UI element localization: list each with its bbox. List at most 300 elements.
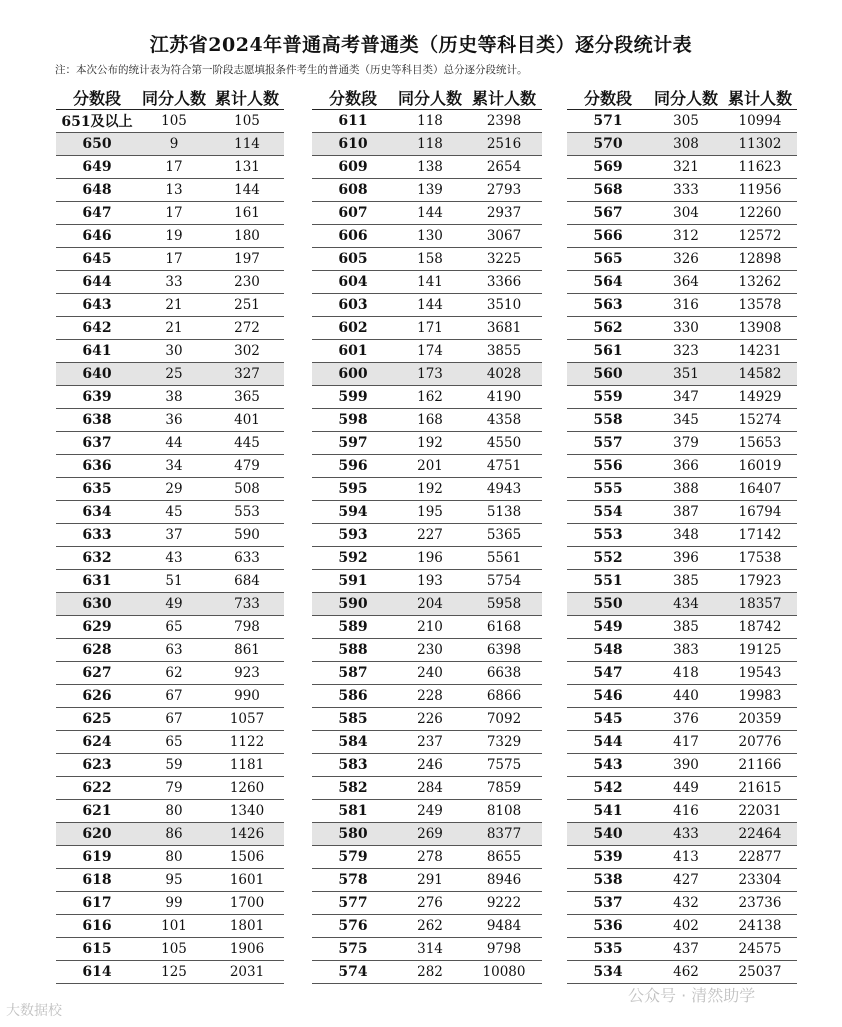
cumulative-cell: 20776 — [723, 731, 797, 754]
table-row — [56, 869, 284, 892]
score-cell: 592 — [312, 547, 394, 570]
table-row — [56, 547, 284, 570]
score-cell: 564 — [567, 271, 649, 294]
cumulative-cell: 22877 — [723, 846, 797, 869]
same-count-cell: 416 — [649, 800, 723, 823]
same-count-cell: 138 — [394, 156, 466, 179]
table-row — [56, 156, 284, 179]
cumulative-cell: 7859 — [466, 777, 542, 800]
score-cell: 636 — [56, 455, 138, 478]
table-row — [312, 340, 542, 363]
score-cell: 637 — [56, 432, 138, 455]
cumulative-cell: 4550 — [466, 432, 542, 455]
same-count-cell: 51 — [138, 570, 210, 593]
table-row — [567, 823, 797, 846]
table-row — [56, 823, 284, 846]
same-count-cell: 316 — [649, 294, 723, 317]
cumulative-cell: 8377 — [466, 823, 542, 846]
table-row — [56, 685, 284, 708]
score-cell: 628 — [56, 639, 138, 662]
same-count-cell: 105 — [138, 110, 210, 133]
same-count-cell: 195 — [394, 501, 466, 524]
score-cell: 579 — [312, 846, 394, 869]
cumulative-cell: 17538 — [723, 547, 797, 570]
score-cell: 648 — [56, 179, 138, 202]
table-row — [567, 317, 797, 340]
table-row — [312, 570, 542, 593]
table-row — [567, 639, 797, 662]
same-count-cell: 278 — [394, 846, 466, 869]
same-count-cell: 427 — [649, 869, 723, 892]
same-count-cell: 174 — [394, 340, 466, 363]
score-cell: 543 — [567, 754, 649, 777]
same-count-cell: 383 — [649, 639, 723, 662]
cumulative-cell: 553 — [210, 501, 284, 524]
score-cell: 546 — [567, 685, 649, 708]
score-cell: 624 — [56, 731, 138, 754]
score-cell: 575 — [312, 938, 394, 961]
score-cell: 571 — [567, 110, 649, 133]
same-count-cell: 434 — [649, 593, 723, 616]
score-cell: 585 — [312, 708, 394, 731]
table-row — [56, 938, 284, 961]
cumulative-cell: 16407 — [723, 478, 797, 501]
cumulative-cell: 10080 — [466, 961, 542, 984]
score-table-column-3 — [567, 86, 797, 984]
same-count-cell: 388 — [649, 478, 723, 501]
table-row — [567, 685, 797, 708]
same-count-cell: 86 — [138, 823, 210, 846]
cumulative-cell: 5958 — [466, 593, 542, 616]
table-row — [56, 317, 284, 340]
cumulative-cell: 19983 — [723, 685, 797, 708]
cumulative-cell: 1260 — [210, 777, 284, 800]
score-cell: 642 — [56, 317, 138, 340]
cumulative-cell: 1340 — [210, 800, 284, 823]
same-count-cell: 364 — [649, 271, 723, 294]
same-count-cell: 25 — [138, 363, 210, 386]
score-cell: 599 — [312, 386, 394, 409]
cumulative-cell: 18357 — [723, 593, 797, 616]
cumulative-cell: 19543 — [723, 662, 797, 685]
same-count-cell: 437 — [649, 938, 723, 961]
score-cell: 574 — [312, 961, 394, 984]
table-row — [567, 616, 797, 639]
same-count-cell: 193 — [394, 570, 466, 593]
score-cell: 650 — [56, 133, 138, 156]
same-count-cell: 204 — [394, 593, 466, 616]
same-count-cell: 462 — [649, 961, 723, 984]
cumulative-cell: 2398 — [466, 110, 542, 133]
table-header-row — [312, 86, 542, 110]
cumulative-cell: 12260 — [723, 202, 797, 225]
score-cell: 606 — [312, 225, 394, 248]
table-row — [56, 202, 284, 225]
same-count-cell: 376 — [649, 708, 723, 731]
cumulative-cell: 24575 — [723, 938, 797, 961]
score-cell: 646 — [56, 225, 138, 248]
score-cell: 534 — [567, 961, 649, 984]
score-cell: 569 — [567, 156, 649, 179]
same-count-cell: 402 — [649, 915, 723, 938]
cumulative-cell: 2654 — [466, 156, 542, 179]
score-cell: 591 — [312, 570, 394, 593]
score-cell: 567 — [567, 202, 649, 225]
cumulative-cell: 3067 — [466, 225, 542, 248]
table-row — [312, 386, 542, 409]
table-row — [56, 961, 284, 984]
same-count-cell: 347 — [649, 386, 723, 409]
same-count-cell: 62 — [138, 662, 210, 685]
cumulative-cell: 6866 — [466, 685, 542, 708]
score-cell: 618 — [56, 869, 138, 892]
score-cell: 589 — [312, 616, 394, 639]
score-cell: 584 — [312, 731, 394, 754]
score-cell: 583 — [312, 754, 394, 777]
score-cell: 595 — [312, 478, 394, 501]
same-count-cell: 144 — [394, 294, 466, 317]
cumulative-cell: 633 — [210, 547, 284, 570]
table-row — [567, 754, 797, 777]
cumulative-cell: 4751 — [466, 455, 542, 478]
table-row — [567, 915, 797, 938]
same-count-cell: 118 — [394, 110, 466, 133]
same-count-cell: 37 — [138, 524, 210, 547]
same-count-cell: 144 — [394, 202, 466, 225]
table-row — [56, 432, 284, 455]
header-same-count: 同分人数 — [138, 86, 210, 110]
table-row — [56, 593, 284, 616]
header-cumulative: 累计人数 — [723, 86, 797, 110]
same-count-cell: 345 — [649, 409, 723, 432]
score-cell: 541 — [567, 800, 649, 823]
table-header-row — [567, 86, 797, 110]
same-count-cell: 321 — [649, 156, 723, 179]
cumulative-cell: 1906 — [210, 938, 284, 961]
score-cell: 615 — [56, 938, 138, 961]
score-cell: 594 — [312, 501, 394, 524]
same-count-cell: 323 — [649, 340, 723, 363]
table-row — [312, 593, 542, 616]
score-cell: 600 — [312, 363, 394, 386]
same-count-cell: 304 — [649, 202, 723, 225]
score-table — [312, 86, 542, 984]
table-row — [312, 179, 542, 202]
table-row — [56, 225, 284, 248]
cumulative-cell: 9484 — [466, 915, 542, 938]
score-cell: 578 — [312, 869, 394, 892]
table-row — [56, 363, 284, 386]
table-row — [56, 754, 284, 777]
cumulative-cell: 990 — [210, 685, 284, 708]
cumulative-cell: 22031 — [723, 800, 797, 823]
score-cell: 605 — [312, 248, 394, 271]
cumulative-cell: 5365 — [466, 524, 542, 547]
same-count-cell: 192 — [394, 478, 466, 501]
table-row — [567, 156, 797, 179]
score-cell: 580 — [312, 823, 394, 846]
score-cell: 560 — [567, 363, 649, 386]
score-cell: 649 — [56, 156, 138, 179]
same-count-cell: 210 — [394, 616, 466, 639]
score-cell: 598 — [312, 409, 394, 432]
cumulative-cell: 684 — [210, 570, 284, 593]
cumulative-cell: 5754 — [466, 570, 542, 593]
table-row — [312, 754, 542, 777]
cumulative-cell: 6398 — [466, 639, 542, 662]
score-cell: 550 — [567, 593, 649, 616]
cumulative-cell: 2937 — [466, 202, 542, 225]
same-count-cell: 17 — [138, 248, 210, 271]
cumulative-cell: 22464 — [723, 823, 797, 846]
table-row — [567, 731, 797, 754]
same-count-cell: 59 — [138, 754, 210, 777]
table-row — [56, 708, 284, 731]
same-count-cell: 314 — [394, 938, 466, 961]
cumulative-cell: 479 — [210, 455, 284, 478]
cumulative-cell: 14929 — [723, 386, 797, 409]
table-row — [56, 409, 284, 432]
table-row — [312, 800, 542, 823]
score-cell: 644 — [56, 271, 138, 294]
same-count-cell: 63 — [138, 639, 210, 662]
score-cell: 603 — [312, 294, 394, 317]
cumulative-cell: 9798 — [466, 938, 542, 961]
same-count-cell: 379 — [649, 432, 723, 455]
score-cell: 576 — [312, 915, 394, 938]
same-count-cell: 67 — [138, 708, 210, 731]
table-row — [567, 271, 797, 294]
cumulative-cell: 15653 — [723, 432, 797, 455]
table-row — [56, 271, 284, 294]
cumulative-cell: 6638 — [466, 662, 542, 685]
score-cell: 535 — [567, 938, 649, 961]
table-row — [312, 363, 542, 386]
same-count-cell: 326 — [649, 248, 723, 271]
same-count-cell: 29 — [138, 478, 210, 501]
cumulative-cell: 4028 — [466, 363, 542, 386]
cumulative-cell: 3681 — [466, 317, 542, 340]
table-row — [56, 777, 284, 800]
score-cell: 635 — [56, 478, 138, 501]
same-count-cell: 230 — [394, 639, 466, 662]
table-row — [56, 731, 284, 754]
cumulative-cell: 6168 — [466, 616, 542, 639]
same-count-cell: 413 — [649, 846, 723, 869]
cumulative-cell: 17142 — [723, 524, 797, 547]
table-row — [567, 800, 797, 823]
cumulative-cell: 1057 — [210, 708, 284, 731]
score-cell: 630 — [56, 593, 138, 616]
same-count-cell: 33 — [138, 271, 210, 294]
score-cell: 561 — [567, 340, 649, 363]
table-row — [312, 846, 542, 869]
table-row — [567, 593, 797, 616]
same-count-cell: 45 — [138, 501, 210, 524]
cumulative-cell: 17923 — [723, 570, 797, 593]
cumulative-cell: 25037 — [723, 961, 797, 984]
same-count-cell: 262 — [394, 915, 466, 938]
table-row — [567, 179, 797, 202]
table-row — [56, 846, 284, 869]
cumulative-cell: 19125 — [723, 639, 797, 662]
cumulative-cell: 327 — [210, 363, 284, 386]
same-count-cell: 387 — [649, 501, 723, 524]
score-cell: 552 — [567, 547, 649, 570]
header-score: 分数段 — [567, 86, 649, 110]
score-table-column-2 — [312, 86, 542, 984]
same-count-cell: 171 — [394, 317, 466, 340]
score-cell: 627 — [56, 662, 138, 685]
table-row — [567, 340, 797, 363]
score-cell: 640 — [56, 363, 138, 386]
table-row — [567, 846, 797, 869]
same-count-cell: 305 — [649, 110, 723, 133]
cumulative-cell: 3366 — [466, 271, 542, 294]
score-cell: 617 — [56, 892, 138, 915]
same-count-cell: 125 — [138, 961, 210, 984]
cumulative-cell: 2516 — [466, 133, 542, 156]
cumulative-cell: 11956 — [723, 179, 797, 202]
cumulative-cell: 10994 — [723, 110, 797, 133]
table-row — [567, 455, 797, 478]
table-row — [312, 478, 542, 501]
same-count-cell: 19 — [138, 225, 210, 248]
score-cell: 596 — [312, 455, 394, 478]
table-row — [312, 961, 542, 984]
score-cell: 556 — [567, 455, 649, 478]
same-count-cell: 65 — [138, 731, 210, 754]
score-cell: 586 — [312, 685, 394, 708]
cumulative-cell: 13262 — [723, 271, 797, 294]
same-count-cell: 246 — [394, 754, 466, 777]
score-cell: 632 — [56, 547, 138, 570]
same-count-cell: 168 — [394, 409, 466, 432]
same-count-cell: 284 — [394, 777, 466, 800]
table-row — [312, 662, 542, 685]
table-row — [312, 248, 542, 271]
cumulative-cell: 23736 — [723, 892, 797, 915]
score-cell: 565 — [567, 248, 649, 271]
same-count-cell: 101 — [138, 915, 210, 938]
table-row — [56, 639, 284, 662]
same-count-cell: 366 — [649, 455, 723, 478]
score-cell: 604 — [312, 271, 394, 294]
same-count-cell: 226 — [394, 708, 466, 731]
score-cell: 582 — [312, 777, 394, 800]
same-count-cell: 330 — [649, 317, 723, 340]
table-header-row — [56, 86, 284, 110]
score-cell: 625 — [56, 708, 138, 731]
cumulative-cell: 8655 — [466, 846, 542, 869]
cumulative-cell: 16019 — [723, 455, 797, 478]
table-row — [312, 547, 542, 570]
cumulative-cell: 445 — [210, 432, 284, 455]
same-count-cell: 390 — [649, 754, 723, 777]
score-cell: 559 — [567, 386, 649, 409]
cumulative-cell: 3225 — [466, 248, 542, 271]
score-cell: 633 — [56, 524, 138, 547]
table-row — [567, 202, 797, 225]
cumulative-cell: 1700 — [210, 892, 284, 915]
table-row — [312, 892, 542, 915]
same-count-cell: 291 — [394, 869, 466, 892]
same-count-cell: 80 — [138, 846, 210, 869]
cumulative-cell: 12572 — [723, 225, 797, 248]
table-row — [312, 455, 542, 478]
same-count-cell: 34 — [138, 455, 210, 478]
table-row — [312, 823, 542, 846]
score-cell: 638 — [56, 409, 138, 432]
same-count-cell: 276 — [394, 892, 466, 915]
header-cumulative: 累计人数 — [210, 86, 284, 110]
table-row — [567, 409, 797, 432]
cumulative-cell: 3855 — [466, 340, 542, 363]
watermark-left: 大数据校 — [6, 1003, 62, 1019]
table-row — [312, 685, 542, 708]
same-count-cell: 240 — [394, 662, 466, 685]
same-count-cell: 308 — [649, 133, 723, 156]
cumulative-cell: 365 — [210, 386, 284, 409]
cumulative-cell: 1122 — [210, 731, 284, 754]
table-row — [56, 179, 284, 202]
table-row — [312, 110, 542, 133]
header-same-count: 同分人数 — [649, 86, 723, 110]
score-cell: 631 — [56, 570, 138, 593]
cumulative-cell: 8108 — [466, 800, 542, 823]
same-count-cell: 351 — [649, 363, 723, 386]
score-cell: 570 — [567, 133, 649, 156]
score-cell: 601 — [312, 340, 394, 363]
score-cell: 555 — [567, 478, 649, 501]
table-row — [312, 202, 542, 225]
cumulative-cell: 5561 — [466, 547, 542, 570]
table-row — [56, 455, 284, 478]
score-cell: 581 — [312, 800, 394, 823]
table-row — [56, 501, 284, 524]
header-score: 分数段 — [312, 86, 394, 110]
table-row — [567, 133, 797, 156]
cumulative-cell: 1426 — [210, 823, 284, 846]
same-count-cell: 67 — [138, 685, 210, 708]
same-count-cell: 282 — [394, 961, 466, 984]
score-cell: 610 — [312, 133, 394, 156]
table-row — [312, 501, 542, 524]
cumulative-cell: 21615 — [723, 777, 797, 800]
table-row — [567, 524, 797, 547]
cumulative-cell: 15274 — [723, 409, 797, 432]
score-cell: 587 — [312, 662, 394, 685]
cumulative-cell: 21166 — [723, 754, 797, 777]
score-cell: 611 — [312, 110, 394, 133]
cumulative-cell: 2031 — [210, 961, 284, 984]
score-cell: 619 — [56, 846, 138, 869]
score-cell: 562 — [567, 317, 649, 340]
same-count-cell: 17 — [138, 156, 210, 179]
table-row — [312, 271, 542, 294]
score-table-column-1 — [56, 86, 284, 984]
same-count-cell: 162 — [394, 386, 466, 409]
same-count-cell: 118 — [394, 133, 466, 156]
cumulative-cell: 114 — [210, 133, 284, 156]
same-count-cell: 348 — [649, 524, 723, 547]
score-cell: 593 — [312, 524, 394, 547]
cumulative-cell: 7329 — [466, 731, 542, 754]
score-cell: 553 — [567, 524, 649, 547]
header-score: 分数段 — [56, 86, 138, 110]
cumulative-cell: 590 — [210, 524, 284, 547]
cumulative-cell: 1601 — [210, 869, 284, 892]
